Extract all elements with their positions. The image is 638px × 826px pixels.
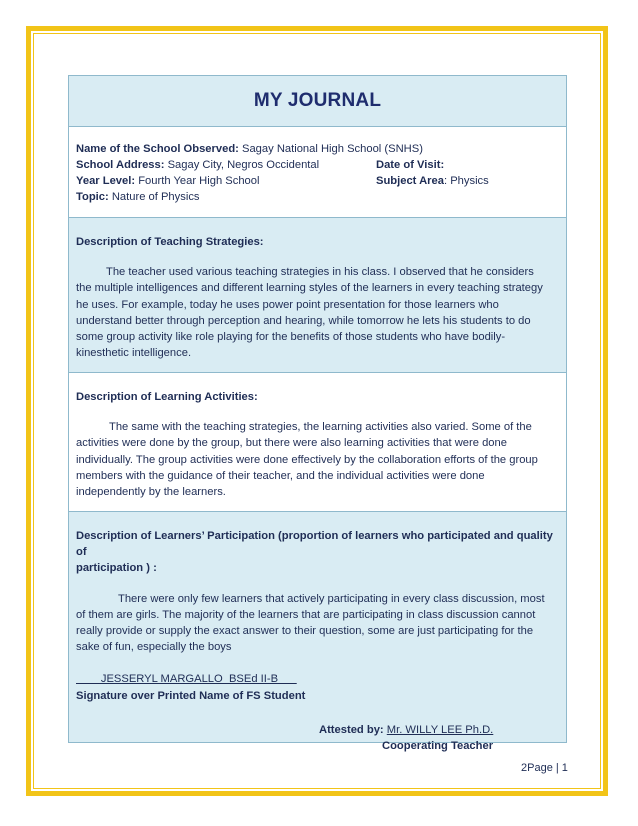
topic-value: Nature of Physics <box>108 191 200 203</box>
journal-form <box>68 75 567 753</box>
learning-line: The same with the teaching strategies, the learning activities also varied. Some of the <box>109 421 532 434</box>
teaching-line: understand better through perception and hearing, while tomorrow he lets his students to do <box>76 314 531 327</box>
learning-line: independently by the learners. <box>76 486 226 499</box>
learning-line: activities were done by the group, but there were also learning activities that were done <box>76 437 507 450</box>
participation-line: really provide or supply the exact answer to their question, some are just participating for the <box>76 625 534 638</box>
school-field <box>76 141 423 157</box>
learners-participation-section <box>69 511 566 753</box>
topic-label: Topic: <box>76 191 109 203</box>
teaching-line: the multiple intelligences and different learning styles of the learners in every teaching strategy <box>76 282 543 295</box>
address-value: Sagay City, Negros Occidental <box>164 159 320 171</box>
address-field <box>76 157 376 173</box>
date-field <box>376 157 444 173</box>
participation-heading-line2: participation ) : <box>76 562 157 575</box>
learning-activities-heading: Description of Learning Activities: <box>76 391 258 403</box>
participation-line: of them are girls. The majority of the learners that are participating in class discussion cannot <box>76 608 536 621</box>
participation-line: sake of fun, especially the boys <box>76 641 232 654</box>
school-label: Name of the School Observed: <box>76 143 239 155</box>
attested-block <box>76 722 559 738</box>
signature-caption: Signature over Printed Name of FS Student <box>76 689 306 702</box>
address-label: School Address: <box>76 159 165 171</box>
teaching-strategies-body <box>76 264 559 361</box>
subject-field <box>376 173 489 189</box>
teaching-strategies-section <box>69 217 566 372</box>
participation-body <box>76 591 559 656</box>
signature-name: JESSERYL MARGALLO BSEd II-B <box>76 673 297 686</box>
learning-line: individually. The group activities were done effectively by the collaboration efforts of the group <box>76 453 538 466</box>
teaching-line: some group activity like role playing for the benefits of those students who have bodily- <box>76 331 506 344</box>
year-row <box>76 173 559 189</box>
learning-activities-section <box>69 372 566 511</box>
topic-field <box>76 189 200 205</box>
topic-row <box>76 189 559 205</box>
year-value: Fourth Year High School <box>135 175 260 187</box>
journal-title-text: MY JOURNAL <box>253 90 382 111</box>
teaching-strategies-heading: Description of Teaching Strategies: <box>76 236 264 248</box>
subject-label: Subject Area <box>376 175 444 187</box>
teaching-line: kinesthetic intelligence. <box>76 347 192 360</box>
school-value: Sagay National High School (SNHS) <box>238 143 423 155</box>
subject-value: : Physics <box>443 175 489 187</box>
address-row <box>76 157 559 173</box>
signature-block <box>76 671 559 703</box>
participation-line: There were only few learners that actively participating in every class discussion, most <box>118 592 545 605</box>
page-number-footer: 2Page | 1 <box>521 762 568 774</box>
date-label: Date of Visit: <box>376 159 445 171</box>
journal-title <box>69 76 566 126</box>
cooperating-teacher-label: Cooperating Teacher <box>382 740 494 753</box>
school-info-section <box>69 126 566 217</box>
year-field <box>76 173 376 189</box>
learning-line: members with the guidance of their teacher, and the individual activities were done <box>76 469 485 482</box>
school-row <box>76 141 559 157</box>
participation-heading-line1: Description of Learners’ Participation (proportion of learners who participated and quality of <box>76 530 553 559</box>
learning-activities-body <box>76 419 559 500</box>
teaching-line: The teacher used various teaching strategies in his class. I observed that he considers <box>106 266 534 279</box>
teaching-line: he uses. For example, today he uses power point presentation for those learners who <box>76 298 499 311</box>
year-label: Year Level: <box>76 175 136 187</box>
attested-name: Mr. WILLY LEE Ph.D. <box>386 723 494 736</box>
attested-label: Attested by: <box>319 723 387 736</box>
